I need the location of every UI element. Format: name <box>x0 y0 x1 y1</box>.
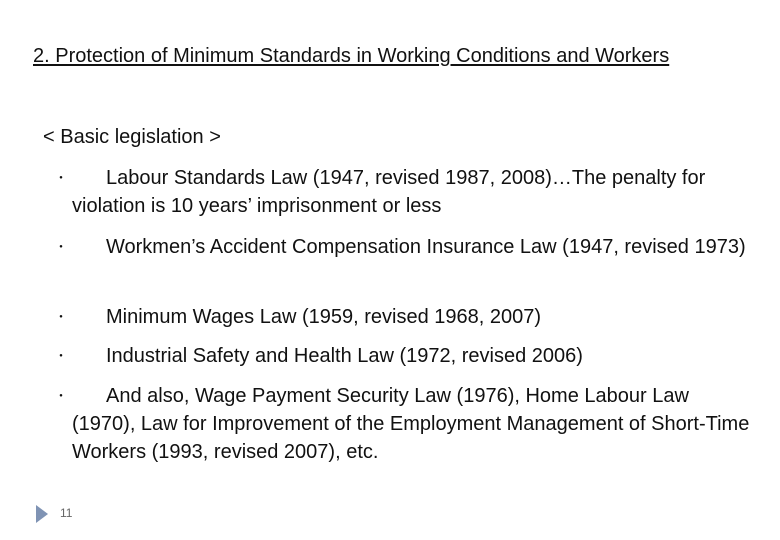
slide-title: 2. Protection of Minimum Standards in Working Conditions and Workers <box>33 45 670 67</box>
bullet-mark: ・ <box>54 348 68 364</box>
bullet-item-other-laws <box>54 382 752 466</box>
bullet-item-workmens-compensation <box>54 233 752 261</box>
bullet-text: Workmen’s Accident Compensation Insurance Law (1947, revised 1973) <box>106 236 746 258</box>
bullet-text: Industrial Safety and Health Law (1972, revised 2006) <box>106 345 583 367</box>
section-subheading: < Basic legislation > <box>43 126 221 148</box>
bullet-mark: ・ <box>54 388 68 404</box>
bullet-item-labour-standards <box>54 164 752 220</box>
page-number: 11 <box>60 506 73 520</box>
bullet-text: And also, Wage Payment Security Law (1976), Home Labour Law (1970), Law for Improvement of the Employment Management of Short-Time Workers (1993, revised 2007), etc. <box>72 385 750 463</box>
navigation-arrow-icon <box>36 505 48 523</box>
bullet-mark: ・ <box>54 239 68 255</box>
bullet-text: Minimum Wages Law (1959, revised 1968, 2007) <box>106 306 542 328</box>
bullet-mark: ・ <box>54 170 68 186</box>
bullet-text: Labour Standards Law (1947, revised 1987, 2008)…The penalty for violation is 10 years’ imprisonment or less <box>72 167 706 217</box>
bullet-item-industrial-safety <box>54 342 752 370</box>
bullet-mark: ・ <box>54 309 68 325</box>
bullet-item-minimum-wages <box>54 303 752 331</box>
